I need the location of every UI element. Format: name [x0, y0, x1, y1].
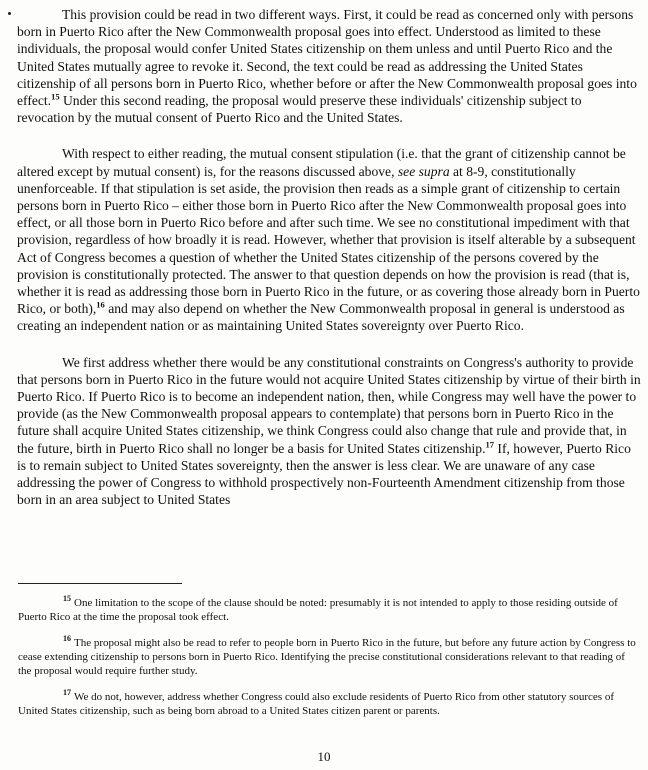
- footnote-number: 15: [63, 594, 71, 604]
- paragraph: [17, 354, 641, 509]
- footnote: [18, 690, 640, 718]
- footnote-number: 17: [63, 688, 71, 698]
- footnote: [18, 596, 640, 624]
- footnotes: [18, 596, 640, 730]
- footnote-text: We do not, however, address whether Congress could also exclude residents of Puerto Rico from other statutory sources of United States citizenship, such as being born abroad to a United States citizen parent or parents.: [18, 691, 614, 717]
- paragraph-text: With respect to either reading, the mutual consent stipulation (i.e. that the grant of citizenship cannot be altered except by mutual consent) is, for the reasons discussed above,: [17, 146, 626, 179]
- italic-citation: see supra: [397, 163, 450, 179]
- footnote-number: 16: [63, 634, 71, 644]
- footnote: [18, 636, 640, 678]
- footnote-ref: 15: [51, 91, 60, 102]
- footnote-ref: 16: [96, 299, 105, 310]
- footnote-separator: [18, 583, 182, 584]
- paragraph: [17, 145, 641, 334]
- paragraph-text: at 8-9, constitutionally unenforceable. If that stipulation is set aside, the provision then reads as a simple grant of citizenship to certain persons born in Puerto Rico – either those born in Puerto Rico after the New Commonwealth proposal goes into effect, or all those born in Puerto Rico before and after such time. We see no constitutional impediment with that provision, regardless of how broadly it is read. However, whether that provision is itself alterable by a subsequent Act of Congress becomes a question of whether the United States citizenship of the persons covered by the provision is constitutionally protected. The answer to that question depends on how the provision is read (that is, whether it is read as addressing those born in Puerto Rico in the future, or as covering those already born in Puerto Rico, or both),: [17, 163, 640, 317]
- paragraph-text: Under this second reading, the proposal would preserve these individuals' citizenship subject to revocation by the mutual consent of Puerto Rico and the United States.: [17, 93, 582, 126]
- paragraph: [17, 6, 641, 126]
- page-number: 10: [317, 749, 331, 764]
- stray-scan-mark: [8, 12, 11, 15]
- footnote-ref: 17: [485, 439, 495, 450]
- footnote-text: One limitation to the scope of the clause should be noted: presumably it is not intended to apply to those residing outside of Puerto Rico at the time the proposal took effect.: [18, 597, 618, 623]
- paragraph-text: and may also depend on whether the New Commonwealth proposal in general is understood as creating an independent nation or as maintaining United States sovereignty over Puerto Rico.: [17, 301, 625, 334]
- footnote-text: The proposal might also be read to refer to people born in Puerto Rico in the future, but before any future action by Congress to cease extending citizenship to persons born in Puerto Rico. Identifying the precise constitutional considerations relevant to that reading of the proposal would require further study.: [18, 637, 636, 677]
- paragraph-text: This provision could be read in two different ways. First, it could be read as concerned only with persons born in Puerto Rico after the New Commonwealth proposal goes into effect. Understood as limited to these individuals, the proposal would confer United States citizenship on them unless and until Puerto Rico and the United States mutually agree to revoke it. Second, the text could be read as addressing the United States citizenship of all persons born in Puerto Rico, whether before or after the New Commonwealth proposal goes into effect.: [17, 7, 637, 109]
- body-text: [17, 6, 641, 527]
- paragraph-text: We first address whether there would be any constitutional constraints on Congress's authority to provide that persons born in Puerto Rico in the future would not acquire United States citizenship by virtue of their birth in Puerto Rico. If Puerto Rico is to become an independent nation, then, while Congress may well have the power to provide (as the New Commonwealth proposal appears to contemplate) that persons born in Puerto Rico in the future shall acquire United States citizenship, we think Congress could also change that rule and provide that, in the future, birth in Puerto Rico shall no longer be a basis for United States citizenship.: [17, 354, 641, 456]
- paragraph-text: If, however, Puerto Rico is to remain subject to United States sovereignty, then the answer is less clear. We are unaware of any case addressing the power of Congress to withhold prospectively non-Fourteenth Amendment citizenship from those born in an area subject to United States: [17, 440, 631, 508]
